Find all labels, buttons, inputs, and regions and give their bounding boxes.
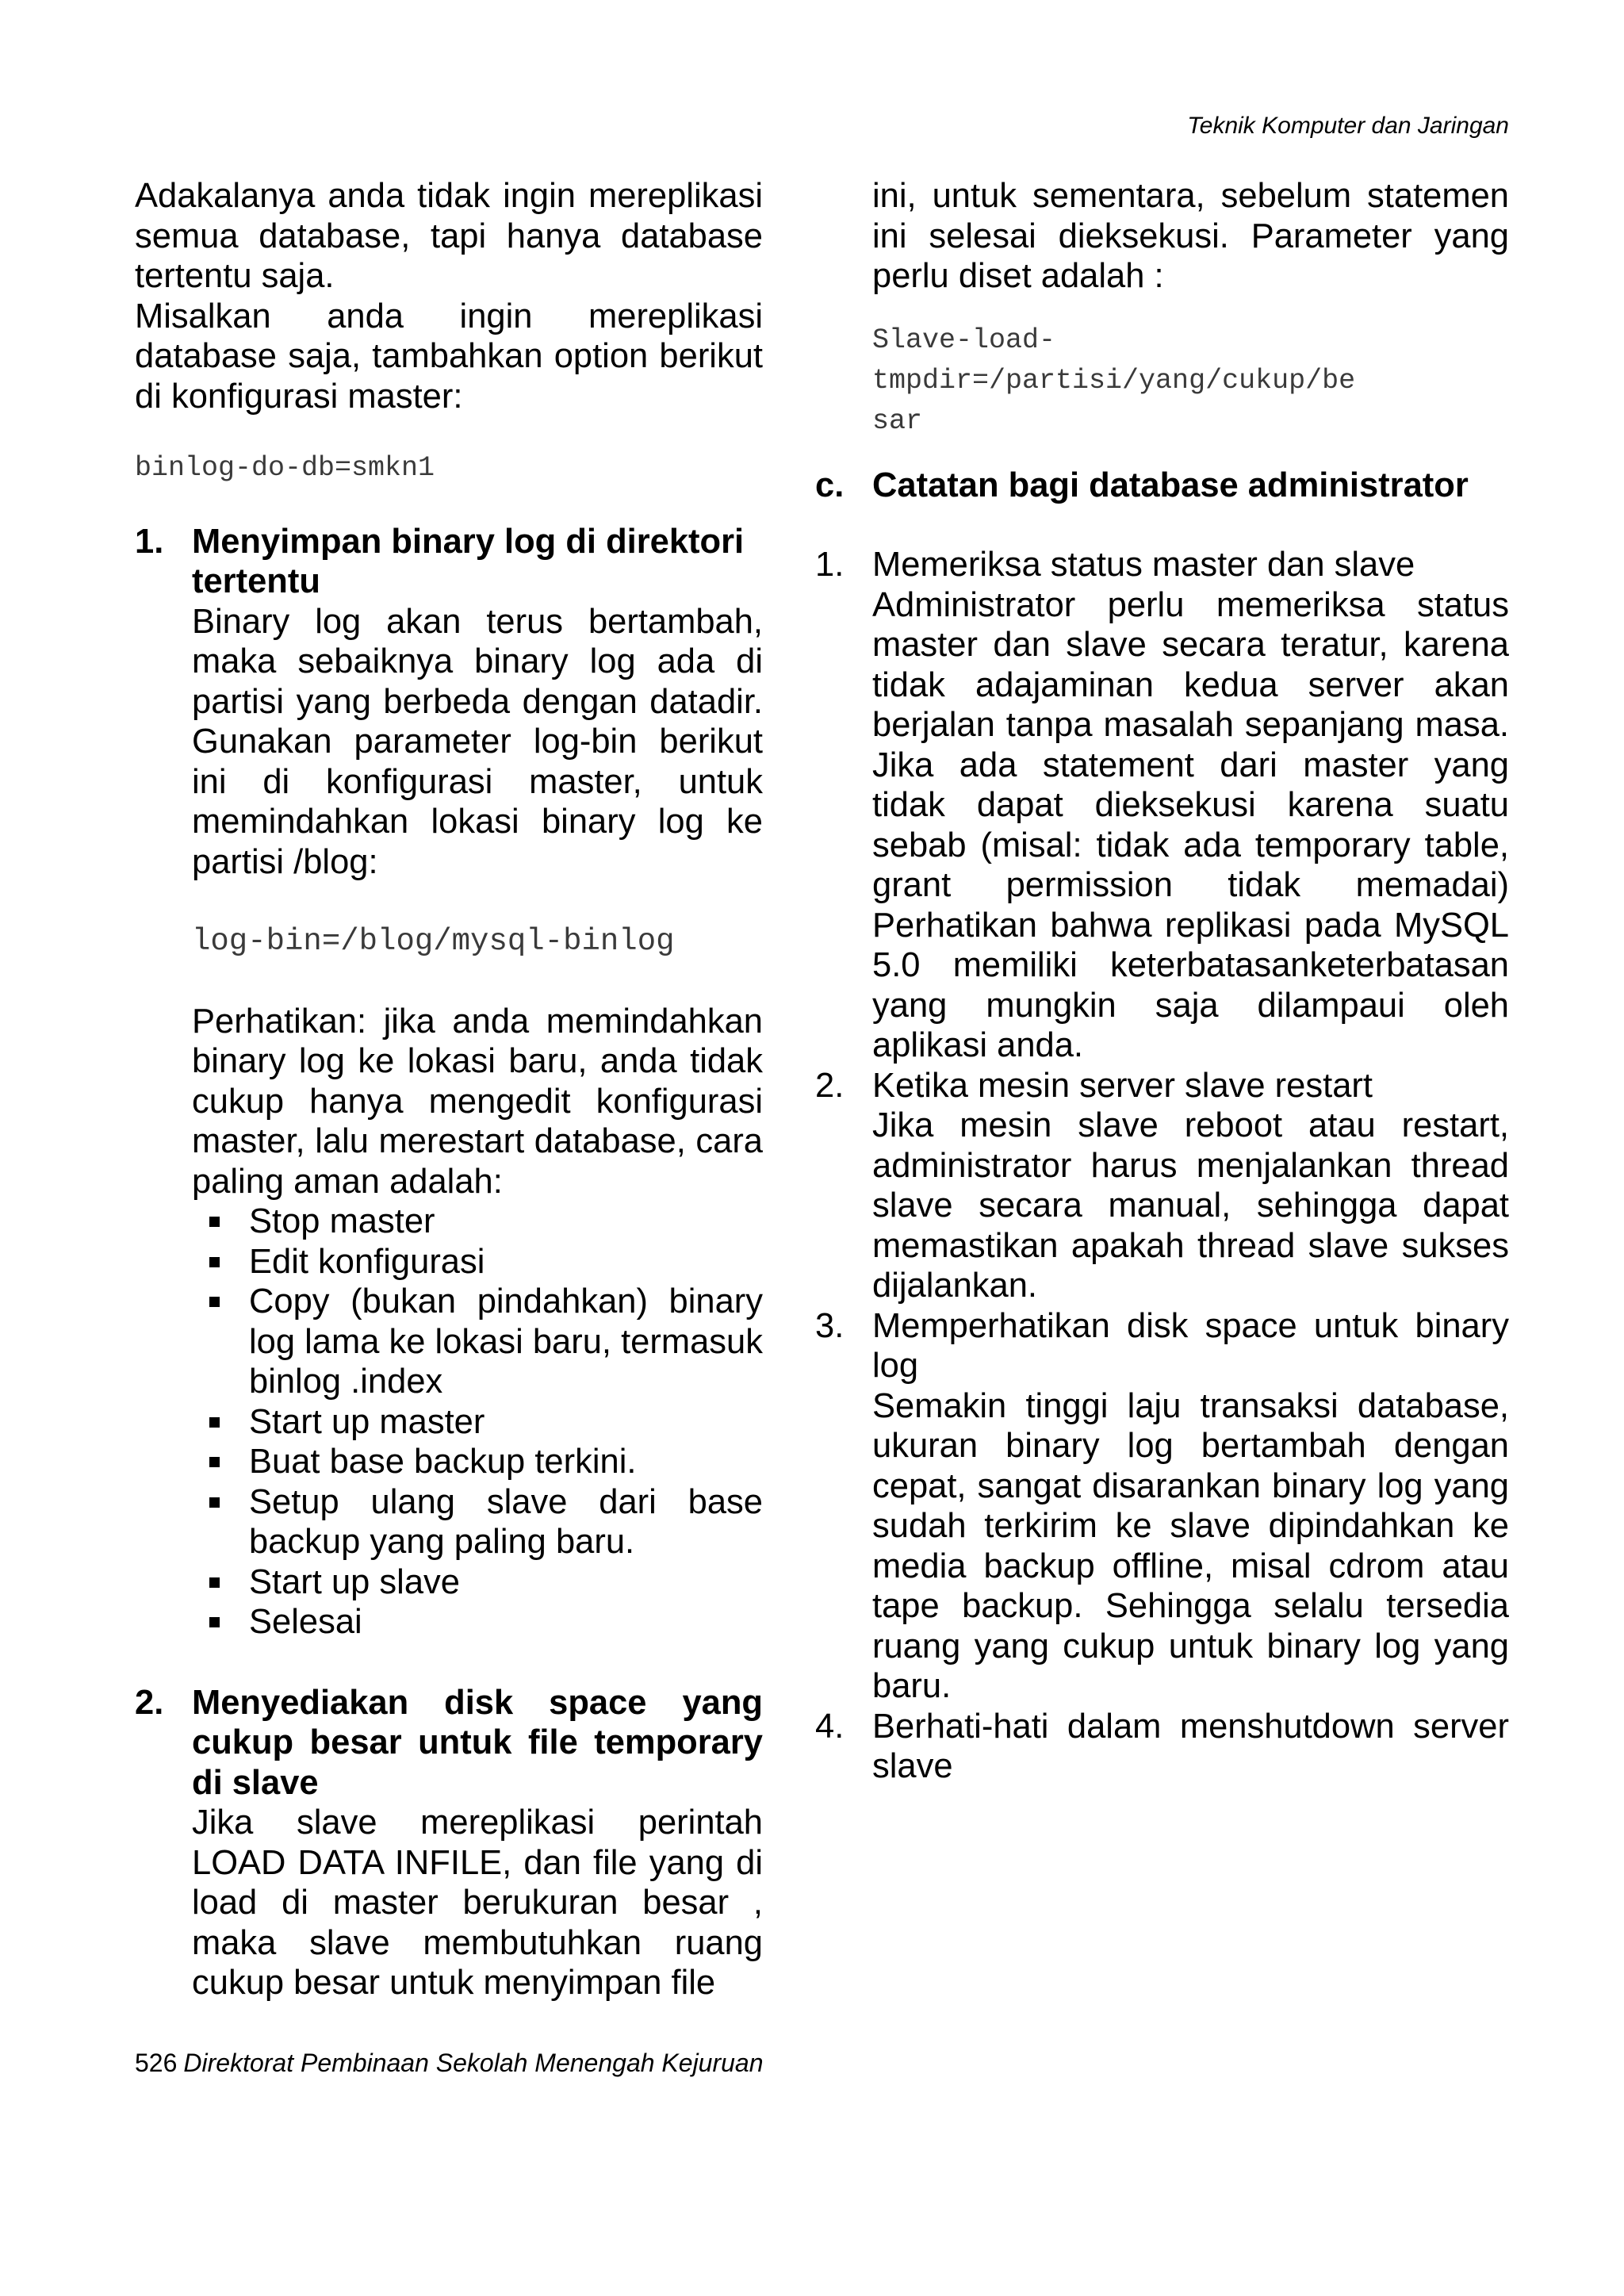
right-list-body: Semakin tinggi laju transaksi database, ukuran binary log bertambah dengan cepat, sangat disarankan binary log yang sudah terkirim ke slave dipindahkan ke media backup offline, misal cdrom atau tape backup. Sehingga selalu tersedia ruang yang cukup untuk binary log yang baru. <box>872 1386 1509 1705</box>
bullet-item <box>192 1442 763 1482</box>
square-bullet-icon <box>209 1457 220 1467</box>
right-list-item <box>815 1066 1509 1306</box>
bullet-item <box>192 1202 763 1242</box>
square-bullet-icon <box>209 1497 220 1508</box>
running-header: Teknik Komputer dan Jaringan <box>1187 113 1509 139</box>
item-2-number: 2. <box>135 1683 164 1722</box>
bullet-item <box>192 1562 763 1603</box>
code-slave-load-line-1: Slave-load- <box>872 324 1056 356</box>
right-list-number: 4. <box>815 1707 845 1746</box>
item-2-title: Menyediakan disk space yang cukup besar untuk file temporary di slave <box>192 1683 763 1802</box>
right-list-number: 3. <box>815 1306 845 1345</box>
square-bullet-icon <box>209 1297 220 1307</box>
code-slave-load-line-2: tmpdir=/partisi/yang/cukup/be <box>872 364 1356 397</box>
right-numbered-list <box>815 545 1509 1787</box>
right-list-item <box>815 1707 1509 1787</box>
bullet-list <box>135 1202 763 1642</box>
square-bullet-icon <box>209 1217 220 1227</box>
right-list-body: Administrator perlu memeriksa status master dan slave secara teratur, karena tidak adajaminan kedua server akan berjalan tanpa masalah sepanjang masa. Jika ada statement dari master yang tidak dapat dieksekusi karena suatu sebab (misal: tidak ada temporary table, grant permission tidak memadai) Perhatikan bahwa replikasi pada MySQL 5.0 memiliki keterbatasanketerbatasan yang mungkin saja dilampaui oleh aplikasi anda. <box>872 585 1509 1064</box>
bullet-item <box>192 1602 763 1642</box>
page-number: 526 <box>135 2049 178 2077</box>
code-log-bin: log-bin=/blog/mysql-binlog <box>192 924 675 959</box>
bullet-text: Buat base backup terkini. <box>249 1443 637 1481</box>
bullet-item <box>192 1282 763 1402</box>
intro-paragraph-1: Adakalanya anda tidak ingin mereplikasi semua database, tapi hanya database tertentu saja. <box>135 177 763 295</box>
right-list-body: Jika mesin slave reboot atau restart, administrator harus menjalankan thread slave secara manual, sehingga dapat memastikan apakah thread slave sukses dijalankan. <box>872 1106 1509 1305</box>
bullet-text: Selesai <box>249 1603 362 1641</box>
bullet-text: Copy (bukan pindahkan) binary log lama ke lokasi baru, termasuk binlog .index <box>249 1282 763 1401</box>
section-c-letter: c. <box>815 466 845 504</box>
right-list-number: 2. <box>815 1066 845 1105</box>
bullet-text: Setup ulang slave dari base backup yang paling baru. <box>249 1482 763 1561</box>
right-list-item <box>815 545 1509 1066</box>
right-list-number: 1. <box>815 546 845 584</box>
item-1-number: 1. <box>135 522 164 561</box>
square-bullet-icon <box>209 1577 220 1588</box>
bullet-item <box>192 1242 763 1282</box>
right-list-title: Memeriksa status master dan slave <box>872 546 1415 584</box>
footer-text: Direktorat Pembinaan Sekolah Menengah Kejuruan <box>183 2049 764 2077</box>
right-list-title: Memperhatikan disk space untuk binary log <box>872 1306 1509 1385</box>
bullet-text: Start up master <box>249 1402 485 1441</box>
bullet-text: Edit konfigurasi <box>249 1242 485 1281</box>
item-2-paragraph: Jika slave mereplikasi perintah LOAD DATA INFILE, dan file yang di load di master berukuran besar , maka slave membutuhkan ruang cukup besar untuk menyimpan file <box>192 1803 763 2002</box>
right-list-title: Ketika mesin server slave restart <box>872 1066 1373 1105</box>
page-footer <box>135 2049 764 2078</box>
right-list-item <box>815 1306 1509 1707</box>
intro-paragraph-2: Misalkan anda ingin mereplikasi database saja, tambahkan option berikut di konfigurasi master: <box>135 297 763 416</box>
bullet-item <box>192 1402 763 1443</box>
section-c-title: Catatan bagi database administrator <box>872 466 1469 504</box>
item-2-block <box>135 1683 763 2003</box>
bullet-text: Start up slave <box>249 1562 460 1601</box>
item-1-paragraph-2: Perhatikan: jika anda memindahkan binary log ke lokasi baru, anda tidak cukup hanya mengedit konfigurasi master, lalu merestart database, cara paling aman adalah: <box>192 1002 763 1201</box>
code-slave-load-line-3: sar <box>872 404 923 437</box>
right-list-title: Berhati-hati dalam menshutdown server slave <box>872 1707 1509 1785</box>
bullet-item <box>192 1482 763 1562</box>
item-1-paragraph-1: Binary log akan terus bertambah, maka sebaiknya binary log ada di partisi yang berbeda dengan datadir. Gunakan parameter log-bin berikut ini di konfigurasi master, untuk memindahkan lokasi binary log ke partisi /blog: <box>192 602 763 881</box>
item-1-block <box>135 522 763 1202</box>
item-1-title: Menyimpan binary log di direktori tertentu <box>192 522 745 600</box>
left-column <box>135 176 763 2003</box>
bullet-text: Stop master <box>249 1202 435 1240</box>
square-bullet-icon <box>209 1617 220 1627</box>
section-c-heading <box>815 466 1509 506</box>
continued-paragraph: ini, untuk sementara, sebelum statemen ini selesai dieksekusi. Parameter yang perlu diset adalah : <box>872 177 1509 295</box>
square-bullet-icon <box>209 1257 220 1267</box>
right-column <box>815 176 1509 1787</box>
square-bullet-icon <box>209 1417 220 1428</box>
code-binlog-do-db: binlog-do-db=smkn1 <box>135 452 435 484</box>
